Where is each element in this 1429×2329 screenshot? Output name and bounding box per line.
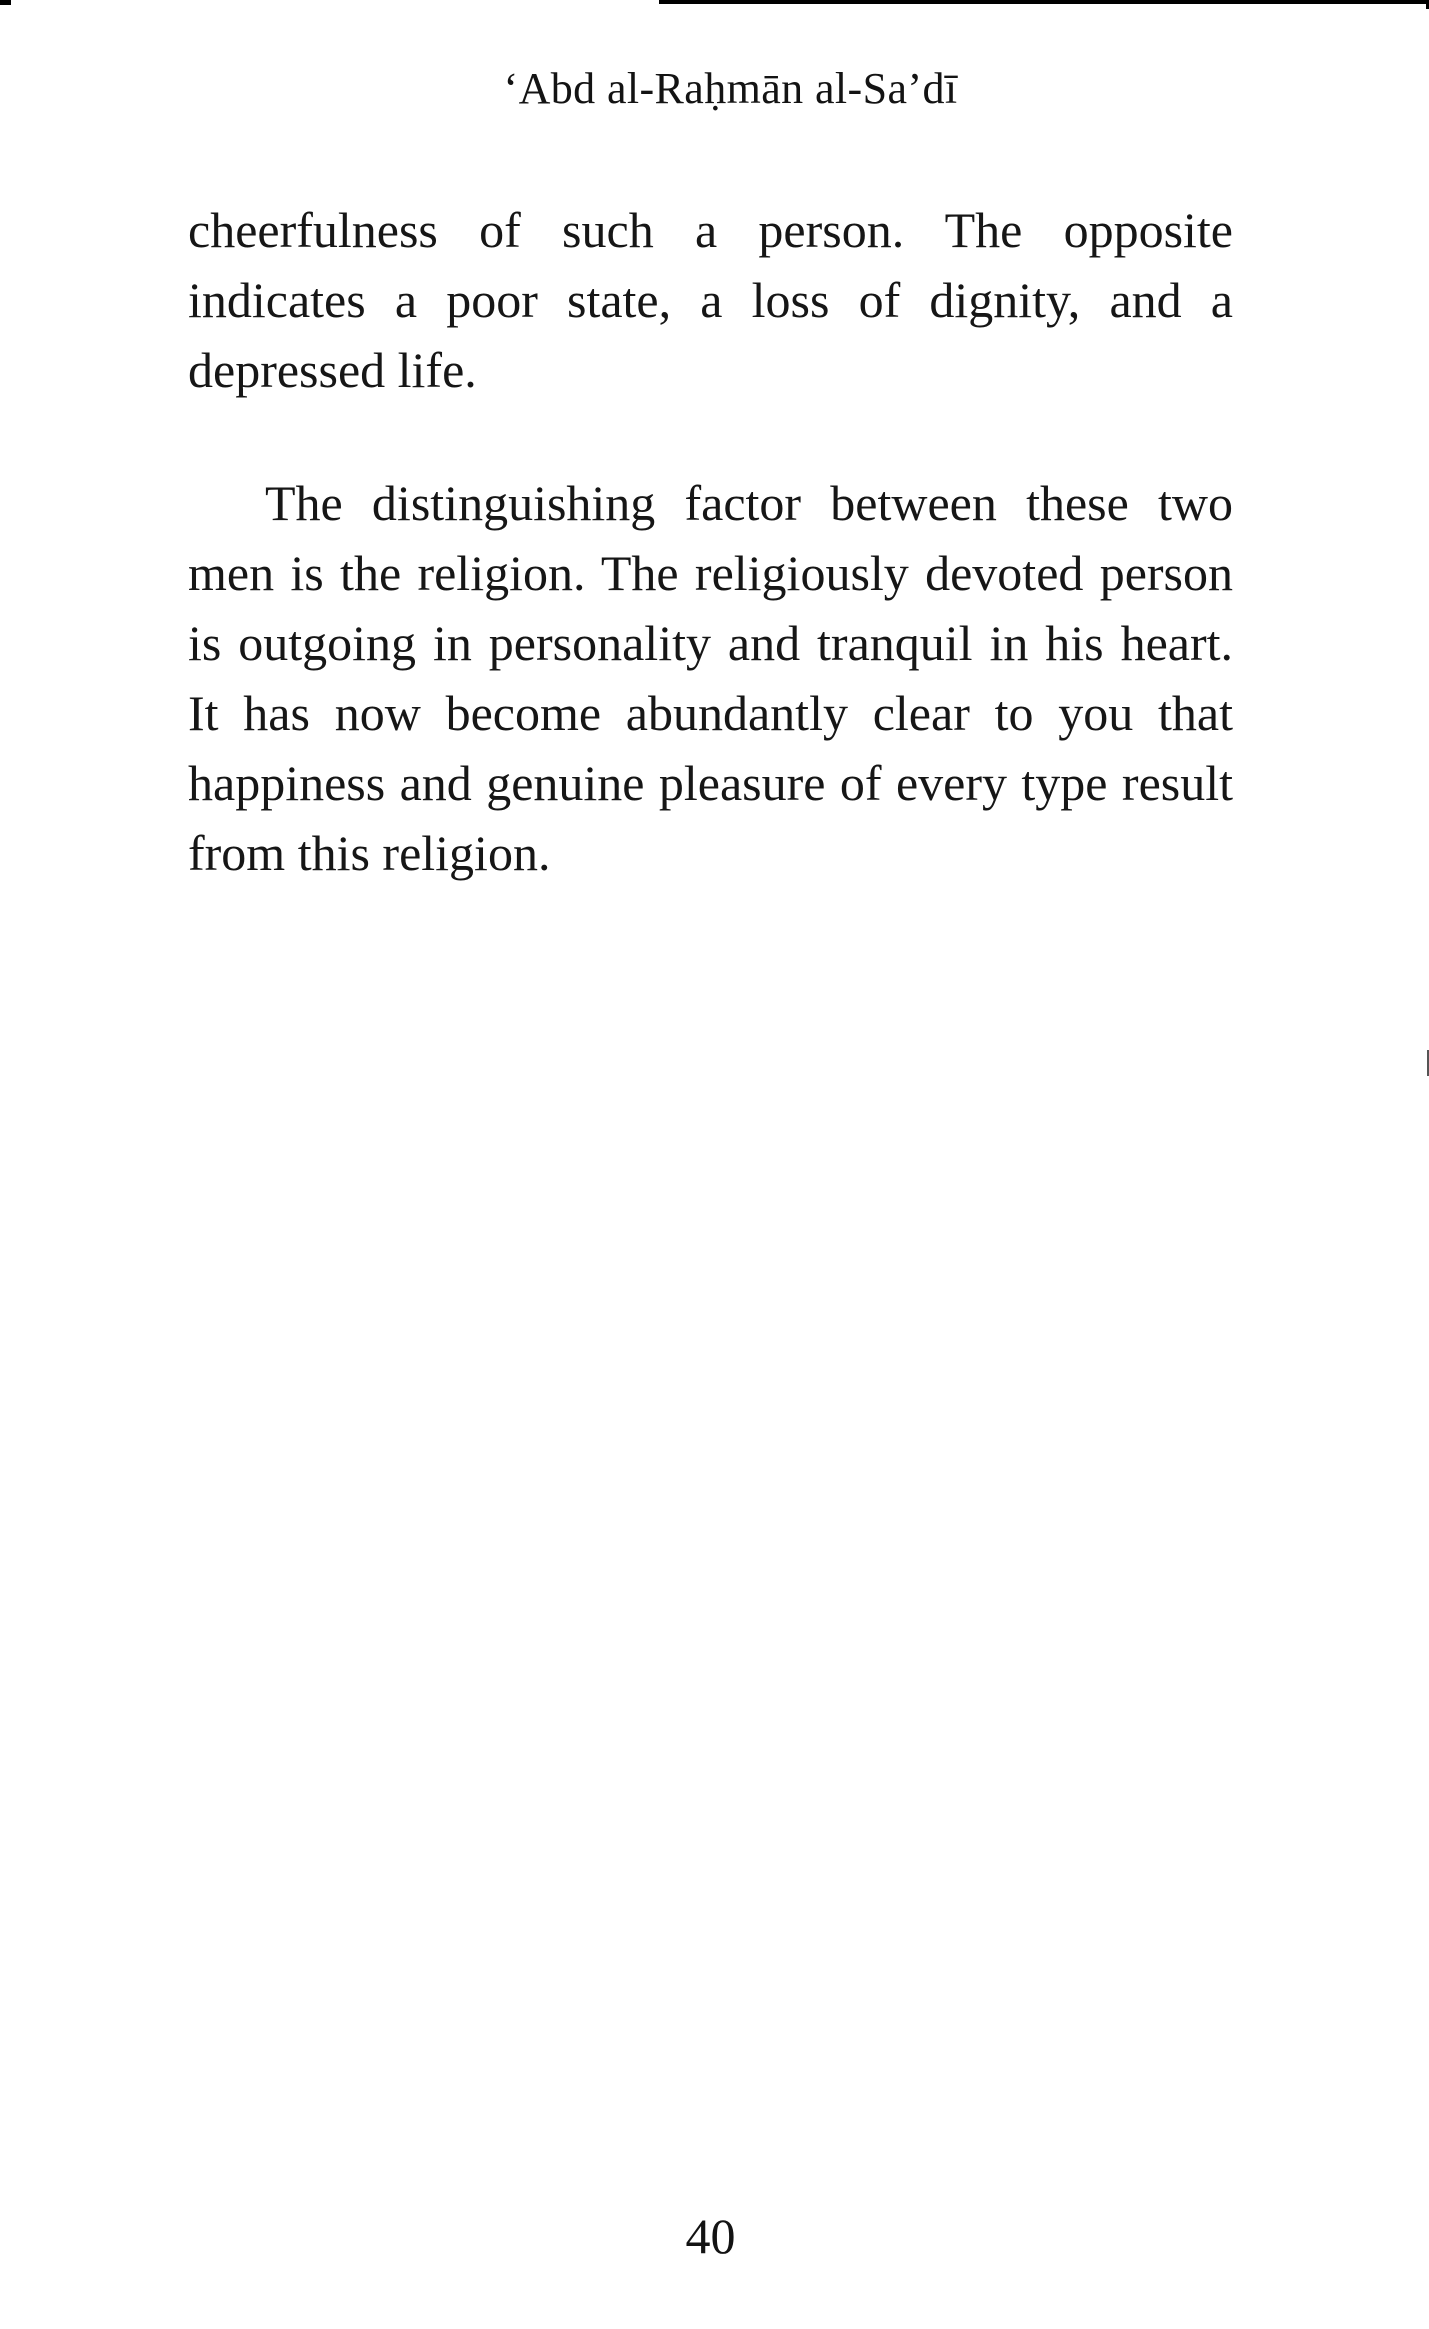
- text-line: from this religion.: [188, 825, 551, 881]
- text-line: happiness and genuine pleasure of every type result: [188, 755, 1233, 811]
- scan-artifact-top-right-rule: [659, 0, 1429, 4]
- text-line: depressed life.: [188, 342, 477, 398]
- paragraph: [188, 195, 1233, 405]
- text-line: The distinguishing factor between these two: [265, 475, 1233, 531]
- scan-artifact-top-left-mark: [0, 0, 11, 5]
- running-header: ‘Abd al-Raḥmān al-Sa’dī: [503, 64, 958, 113]
- paragraph: [188, 468, 1233, 888]
- text-line: It has now become abundantly clear to you that: [188, 685, 1233, 741]
- text-line: is outgoing in personality and tranquil in his heart.: [188, 615, 1233, 671]
- body-text: [188, 195, 1233, 888]
- text-line: indicates a poor state, a loss of dignity, and a: [188, 272, 1233, 328]
- page-number: 40: [685, 2208, 736, 2264]
- text-line: men is the religion. The religiously devoted person: [188, 545, 1233, 601]
- text-line: cheerfulness of such a person. The opposite: [188, 202, 1233, 258]
